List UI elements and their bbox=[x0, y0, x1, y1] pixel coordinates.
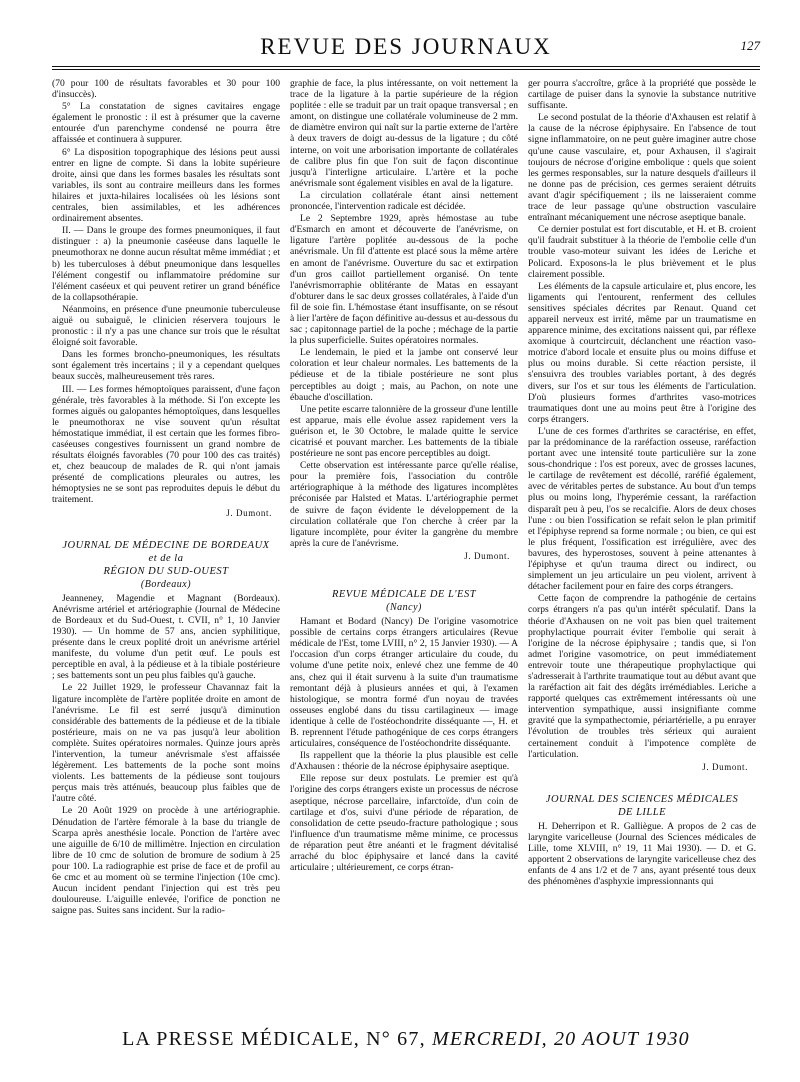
author-signature: J. Dumont. bbox=[702, 761, 748, 772]
paragraph: H. Deherripon et R. Galliègue. A propos de 2 cas de laryngite varicelleuse (Journal des Sciences médicales de Lille, tome XLVIII, n° 19, 11 Mai 1930). — D. et G. apportent 2 observations de laryngite varicelleuse chez des enfants de 4 ans 1/2 et de 7 ans, ayant présenté tous deux des phénomènes d'asphyxie impressionnants qui bbox=[528, 820, 756, 888]
footer-date: MERCREDI, 20 AOUT 1930 bbox=[432, 1028, 690, 1050]
paragraph: Le 2 Septembre 1929, après hémostase au tube d'Esmarch en amont et découverte de l'anévrisme, on ligature l'artère poplitée au-dessous de la poche anévrismale. Un fil d'attente est placé sous la même artère en amont de l'anévrisme. Ouverture du sac et extirpation d'un gros caillot partiellement organisé. On tente l'anévrismorraphie oblitérante de Matas en essayant d'obturer dans le sac deux grosses collatérales, à l'aide d'un fil de soie fin. L'hémostase étant insuffisante, on se résout à lier l'artère de façon définitive au-dessus et au-dessous du sac ; capitonnage partiel de la poche ; méchage de la partie la plus superficielle. Suites opératoires normales. bbox=[290, 213, 518, 347]
paragraph: (70 pour 100 de résultats favorables et 30 pour 100 d'insuccès). bbox=[52, 78, 280, 101]
paragraph: Le second postulat de la théorie d'Axhausen est relatif à la cause de la nécrose épiphysaire. En l'absence de tout signe inflammatoire, on ne peut guère imaginer autre chose qu'une cause vasculaire, et, pour Axhausen, il s'agirait toujours de nécrose d'origine embolique : quels que soient les germes responsables, sur la nature desquels d'ailleurs il ne donne pas de précision, ces germes seraient détruits avant d'agir spécifiquement ; ils ne laisseraient comme trace de leur passage qu'une obstruction vasculaire entraînant mécaniquement une nécrose aseptique banale. bbox=[528, 112, 756, 224]
paragraph: Les éléments de la capsule articulaire et, plus encore, les ligaments qui l'entourent, renferment des cellules sensitives spéciales décrites par Renaut. Quand cet appareil nerveux est irrité, même par un traumatisme en apparence minime, des excitations naissent qui, par réflexe axomique à courtcircuit, déclanchent une réaction vaso-motrice d'abord locale et ensuite plus ou moins diffuse et plus ou moins durable. Si cette réaction persiste, il s'ensuivra des troubles variables portant, à des degrés divers, sur l'os et sur tous les éléments de l'articulation. D'où plusieurs formes d'arthrites vaso-motrices traumatiques dont une au moins peut être à l'origine des corps étrangers. bbox=[528, 280, 756, 425]
journal-title: REVUE MÉDICALE DE L'EST bbox=[331, 589, 477, 601]
journal-heading bbox=[52, 539, 280, 591]
paragraph: ger pourra s'accroître, grâce à la propriété que possède le cartilage de puiser dans la synovie la substance nutritive suffisante. bbox=[528, 78, 756, 112]
paragraph: La circulation collatérale étant ainsi nettement prononcée, l'intervention radicale est décidée. bbox=[290, 189, 518, 213]
paragraph: Ils rappellent que la théorie la plus plausible est celle d'Axhausen : théorie de la nécrose épiphysaire aseptique. bbox=[290, 750, 518, 773]
journal-city: (Bordeaux) bbox=[140, 578, 192, 590]
column-left bbox=[52, 78, 280, 917]
header-rule bbox=[52, 66, 760, 67]
journal-title-line2: et de la bbox=[148, 552, 184, 564]
footer-publication: LA PRESSE MÉDICALE, N° 67, bbox=[122, 1028, 426, 1050]
paragraph: Dans les formes broncho-pneumoniques, les résultats sont également très incertains ; il y a cependant quelques beaux succès, malheureusement très rares. bbox=[52, 349, 280, 383]
paragraph: II. — Dans le groupe des formes pneumoniques, il faut distinguer : a) la pneumonie caséeuse dans laquelle le pneumothorax ne donne aucun résultat même immédiat ; et b) les tuberculoses à début pneumonique dans lesquelles l'élément congestif ou inflammatoire prédomine sur l'élément caséeux et qui peuvent retirer un grand bénéfice de la collapsothérapie. bbox=[52, 225, 280, 303]
journal-title-line2: DE LILLE bbox=[617, 806, 667, 818]
journal-title: JOURNAL DE MÉDECINE DE BORDEAUX bbox=[62, 539, 270, 551]
column-middle bbox=[290, 78, 518, 874]
paragraph: Cette observation est intéressante parce qu'elle réalise, pour la première fois, l'association du contrôle artériographique à la méthode des ligatures incomplètes préconisée par Halsted et Matas. L'artériographie permet de suivre de façon évidente le développement de la circulation collatérale que l'on cherche à créer par la ligature incomplète, pour éviter la gangrène du membre après la cure de l'anévrisme. bbox=[290, 460, 518, 549]
paragraph: Néanmoins, en présence d'une pneumonie tuberculeuse aiguë ou subaiguë, le clinicien réservera toujours le pronostic : il n'y a pas une chance sur trois que le résultat éloigné soit favorable. bbox=[52, 303, 280, 349]
paragraph: Le 22 Juillet 1929, le professeur Chavannaz fait la ligature incomplète de l'artère poplitée droite en amont de l'anévrisme. Le fil est serré jusqu'à diminution considérable des battements de la pédieuse et de la tibiale postérieure, mais on ne va pas jusqu'à leur abolition complète. Suites opératoires normales. Quinze jours après l'intervention, la tumeur anévrismale s'est affaissée légèrement. Les battements de la poche sont moins violents. Les battements de la pédieuse sont toujours perçus mais très atténués, beaucoup plus faibles que de l'autre côté. bbox=[52, 682, 280, 805]
journal-heading bbox=[528, 793, 756, 819]
page-number: 127 bbox=[740, 38, 760, 53]
paragraph: Ce dernier postulat est fort discutable, et H. et B. croient qu'il faudrait substituer à la théorie de l'embolie celle d'un trouble vaso-moteur suivant les idées de Leriche et Policard. Exposons-la le plus brièvement et le plus clairement possible. bbox=[528, 224, 756, 280]
header-rule-double bbox=[52, 69, 760, 70]
page-footer bbox=[52, 1028, 760, 1051]
author-signature: J. Dumont. bbox=[226, 507, 272, 518]
paragraph: Jeanneney, Magendie et Magnant (Bordeaux). Anévrisme artériel et artériographie (Journal de Médecine de Bordeaux et du Sud-Ouest, t. CVII, n° 1, 10 Janvier 1930). — Un homme de 57 ans, ancien syphilitique, présente dans le creux poplité droit un anévrisme artériel manifeste, du volume d'un petit œuf. Le pouls est perceptible en aval, à la pédieuse et à la tibiale postérieure ; ses battements sont un peu plus faibles qu'à gauche. bbox=[52, 592, 280, 682]
running-title: REVUE DES JOURNAUX bbox=[260, 34, 552, 59]
journal-city: (Nancy) bbox=[386, 602, 422, 614]
paragraph: Le lendemain, le pied et la jambe ont conservé leur coloration et leur chaleur normales. Les battements de la pédieuse et de la tibiale postérieure ne sont plus perceptibles au doigt ; mais, au Pachon, on note une ébauche d'oscillation. bbox=[290, 347, 518, 403]
paragraph: Le 20 Août 1929 on procède à une artériographie. Dénudation de l'artère fémorale à la base du triangle de Scarpa après anesthésie locale. Ponction de l'artère avec une aiguille de 6/10 de millimètre. Injection en circulation libre de 10 cmc de solution de bromure de sodium à 25 pour 100. La radiographie est prise de face et de profil au 6e cmc et au moment où se termine l'injection (10e cmc). Aucun incident pendant l'injection qui est très peu douloureuse. L'aiguille enlevée, l'orifice de ponction ne saigne pas. Suites sans incident. Sur la radio- bbox=[52, 805, 280, 917]
journal-heading bbox=[290, 588, 518, 614]
paragraph: Cette façon de comprendre la pathogénie de certains corps étrangers n'a pas qu'un intérêt spéculatif. Dans la théorie d'Axhausen on ne voit pas bien quel traitement prophylactique pourrait éviter l'embolie qui serait à l'origine de la nécrose épiphysaire ; tandis que, si l'on admet l'origine vasomotrice, on peut immédiatement entrevoir toute une thérapeutique prophylactique qui s'adresserait à l'arthrite traumatique tout au début avant que la raréfaction ait fait des dégâts irrémédiables. Leriche a rapporté quelques cas extrêmement intéressants où une intervention sympathique, aussi insignifiante comme gravité que la sympathectomie, périartérielle, a pu enrayer l'évolution de troubles très sérieux qui auraient certainement conduit à l'impotence complète de l'articulation. bbox=[528, 593, 756, 760]
paragraph: 6° La disposition topographique des lésions peut aussi entrer en ligne de compte. Si dans la lobite supérieure droite, ainsi que dans les formes basales les résultats sont variables, ils sont au contraire meilleurs dans les formes hilaires et juxta-hilaires localisées où les lésions sont centrales, bien assimilables, et les adhérences ordinairement absentes. bbox=[52, 146, 280, 225]
paragraph: Une petite escarre talonnière de la grosseur d'une lentille est apparue, mais elle évolue assez rapidement vers la guérison et, le 30 Octobre, le malade quitte le service cicatrisé et pouvant marcher. Les battements de la tibiale postérieure ne sont pas encore perceptibles au doigt. bbox=[290, 403, 518, 460]
paragraph: Hamant et Bodard (Nancy) De l'origine vasomotrice possible de certains corps étrangers articulaires (Revue médicale de l'Est, tome LVIII, n° 2, 15 Janvier 1930). — A l'occasion d'un corps étranger articulaire du coude, du volume d'une petite noix, enlevé chez une femme de 40 ans, chez qui il était survenu à la suite d'un traumatisme remontant déjà à plusieurs années et qui, à l'examen histologique, se montra formé d'un noyau de travées osseuses englobé dans du tissu cartilagineux — image identique à celle de l'ostéochondrite disséquante —, H. et B. reprennent l'étude pathogénique de ces corps étrangers articulaires, conséquence de l'ostéochondrite disséquante. bbox=[290, 616, 518, 750]
paragraph: 5° La constatation de signes cavitaires engage également le pronostic : il est à présumer que la caverne entourée d'un parenchyme condensé ne pourra être affaissée et continuera à suppurer. bbox=[52, 101, 280, 146]
author-signature: J. Dumont. bbox=[464, 550, 510, 561]
page-header bbox=[52, 30, 760, 64]
paragraph: III. — Les formes hémoptoïques paraissent, d'une façon générale, très favorables à la méthode. Si l'on excepte les formes aiguës ou galopantes hémoptoïques, dans lesquelles le pneumothorax ne vise souvent qu'un résultat hémostatique immédiat, il est certain que les formes fibro-caséeuses congestives fournissent un grand nombre de résultats éloignés favorables (70 pour 100 des cas traités) et, chez beaucoup de malades de R. qui n'ont jamais présenté de complications pleurales ou autres, les hémoptysies ne se sont pas reproduites depuis le début du traitement. bbox=[52, 383, 280, 506]
paragraph: graphie de face, la plus intéressante, on voit nettement la trace de la ligature à la partie supérieure de la région poplitée : elle se traduit par un trait opaque transversal ; en amont, on distingue une collatérale volumineuse de 2 mm. de diamètre environ qui naît sur la partie externe de l'artère à deux travers de doigt au-dessus de la ligature ; du côté interne, on voit une arborisation importante de collatérales de calibre plus fin que l'on suit de façon discontinue jusqu'à l'interligne articulaire. L'artère et la poche anévrismale sont également visibles en aval de la ligature. bbox=[290, 78, 518, 189]
journal-title: JOURNAL DES SCIENCES MÉDICALES bbox=[545, 793, 739, 805]
journal-title-line3: RÉGION DU SUD-OUEST bbox=[103, 565, 229, 577]
paragraph: L'une de ces formes d'arthrites se caractérise, en effet, par la prédominance de la raréfaction osseuse, raréfaction portant avec une intensité toute particulière sur la zone sous-chondrique : l'os est poreux, avec de grosses lacunes, le cartilage de revêtement est décollé, raréfié également, avec de véritables pertes de substance. Au bout d'un temps plus ou moins long, l'hyperémie cessant, la raréfaction disparaît peu à peu, l'os se recalcifie. Alors de deux choses l'une : ou bien l'ossification se refait selon le plan primitif et l'épiphyse reprend sa forme normale ; ou bien, ce qui est le plus fréquent, l'ossification est irrégulière, avec des bavures, des hyperostoses, souvent à peine attenantes à l'épiphyse et qu'un trauma direct ou indirect, ou simplement un jeu articulaire un peu violent, arrivent à détacher facilement pour en faire des corps étrangers. bbox=[528, 425, 756, 593]
paragraph: Elle repose sur deux postulats. Le premier est qu'à l'origine des corps étrangers existe un processus de nécrose aseptique, nécrose parcellaire, infarctoïde, d'un coin de cartilage et d'os, suivi d'une période de réparation, de consolidation de cette pseudo-fracture pathologique ; sous l'influence d'un traumatisme même minime, ce processus de réparation peut être anéanti et le fragment dévitalisé arraché du bloc épiphysaire et lancé dans la cavité articulaire ; ultérieurement, ce corps étran- bbox=[290, 773, 518, 874]
column-right bbox=[528, 78, 756, 888]
